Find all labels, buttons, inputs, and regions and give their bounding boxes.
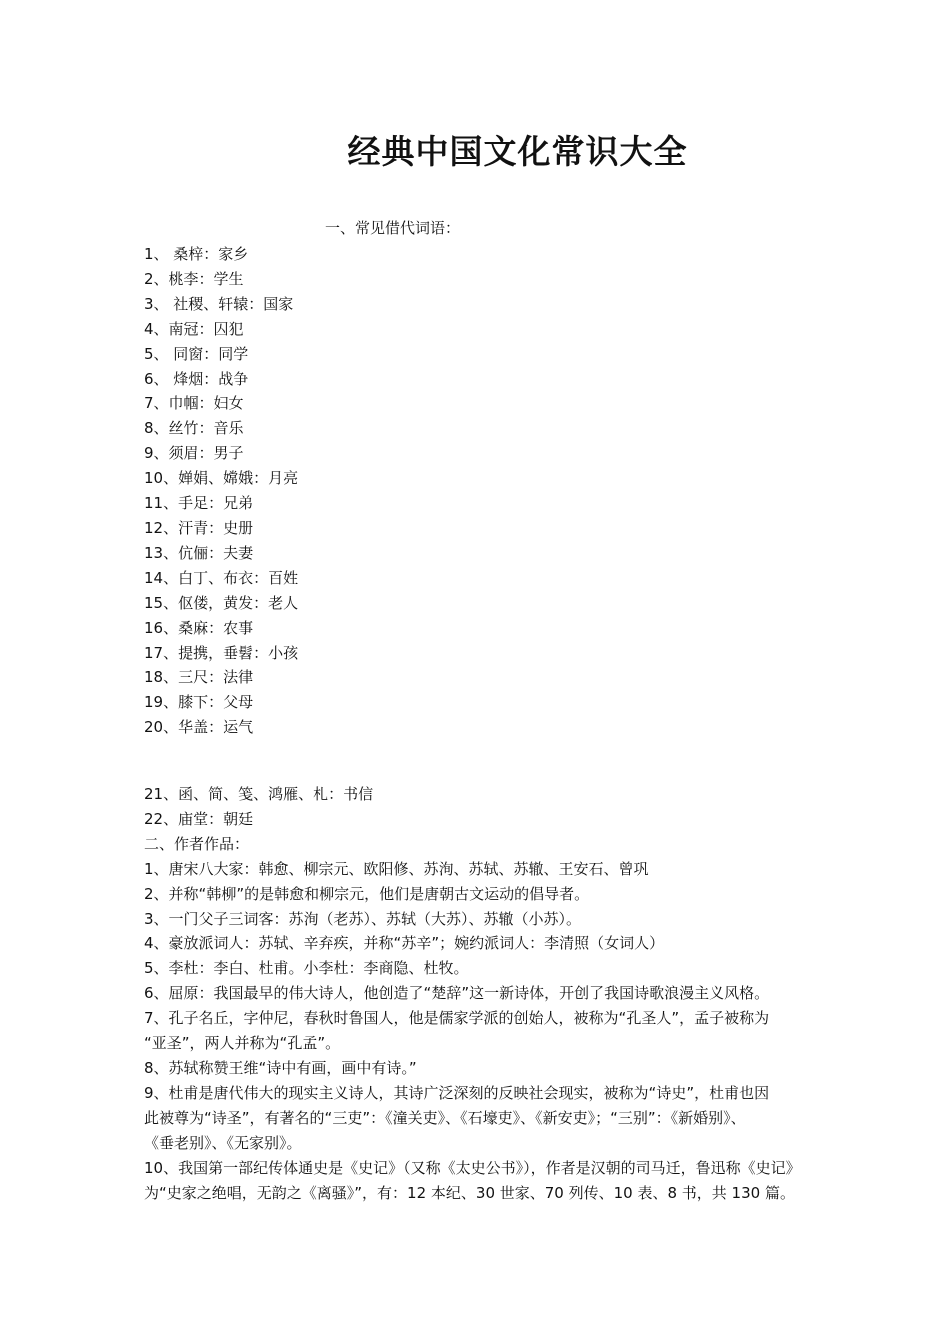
metonymy-list (144, 242, 812, 740)
list-item: 9、须眉：男子 (144, 444, 244, 463)
paragraph-line: 5、李杜：李白、杜甫。小李杜：李商隐、杜牧。 (144, 959, 469, 978)
paragraph-line: 8、苏轼称赞王维“诗中有画，画中有诗。” (144, 1058, 417, 1077)
paragraph-line: 此被尊为“诗圣”，有著名的“三吏”：《潼关吏》、《石壕吏》、《新安吏》；“三别”：《新婚别》、 (144, 1108, 746, 1127)
paragraph-line: 3、一门父子三词客：苏洵（老苏）、苏轼（大苏）、苏辙（小苏）。 (144, 909, 582, 928)
list-item: 13、伉俪：夫妻 (144, 543, 254, 562)
paragraph-line: 10、我国第一部纪传体通史是《史记》（又称《太史公书》），作者是汉朝的司马迁，鲁迅称《史记》 (144, 1158, 801, 1177)
list-item: 15、伛偻，黄发：老人 (144, 593, 299, 612)
list-item: 21、函、简、笺、鸿雁、札：书信 (144, 785, 374, 803)
list-item: 19、膝下：父母 (144, 693, 254, 712)
list-item: 14、白丁、布衣：百姓 (144, 568, 299, 587)
list-item: 4、南冠：囚犯 (144, 319, 244, 338)
paragraph-line: 1、唐宋八大家：韩愈、柳宗元、欧阳修、苏洵、苏轼、苏辙、王安石、曾巩 (144, 859, 649, 878)
list-item: 6、 烽烟：战争 (144, 369, 249, 388)
paragraph-line: 9、杜甫是唐代伟大的现实主义诗人，其诗广泛深刻的反映社会现实，被称为“诗史”，杜甫也因 (144, 1083, 770, 1102)
paragraph-line: 4、豪放派词人：苏轼、辛弃疾，并称“苏辛”；婉约派词人：李清照（女词人） (144, 934, 665, 953)
list-item: 2、桃李：学生 (144, 269, 244, 288)
list-item: 7、巾帼：妇女 (144, 394, 244, 413)
list-item: 1、 桑梓：家乡 (144, 245, 249, 263)
list-item: 16、桑麻：农事 (144, 618, 254, 637)
list-item: 11、手足：兄弟 (144, 494, 254, 513)
list-item: 8、丝竹：音乐 (144, 419, 244, 438)
section-heading: 一、常见借代词语： (325, 219, 461, 237)
list-item: 17、提携，垂髫：小孩 (144, 643, 299, 662)
list-item: 5、 同窗：同学 (144, 344, 249, 363)
list-item: 12、汗青：史册 (144, 518, 254, 537)
paragraph-line: 《垂老别》、《无家别》。 (144, 1133, 302, 1152)
list-item: 18、三尺：法律 (144, 668, 254, 687)
list-item: 3、 社稷、轩辕：国家 (144, 294, 294, 313)
list-item: 10、婵娟、嫦娥：月亮 (144, 469, 299, 488)
paragraph-line: 为“史家之绝唱，无韵之《离骚》”，有：12 本纪、30 世家、70 列传、10 表、8 书，共 130 篇。 (144, 1183, 795, 1202)
paragraph-line: “亚圣”，两人并称为“孔孟”。 (144, 1034, 341, 1053)
page-title: 经典中国文化常识大全 (347, 132, 688, 171)
list-item: 22、庙堂：朝廷 (144, 809, 254, 828)
list-item: 20、华盖：运气 (144, 718, 254, 737)
section-heading: 二、作者作品： (144, 834, 250, 853)
paragraph-line: 2、并称“韩柳”的是韩愈和柳宗元，他们是唐朝古文运动的倡导者。 (144, 884, 590, 903)
body-text (144, 782, 812, 1205)
paragraph-line: 6、屈原：我国最早的伟大诗人，他创造了“楚辞”这一新诗体，开创了我国诗歌浪漫主义风格。 (144, 984, 770, 1003)
paragraph-line: 7、孔子名丘，字仲尼，春秋时鲁国人，他是儒家学派的创始人，被称为“孔圣人”，孟子被称为 (144, 1009, 770, 1028)
